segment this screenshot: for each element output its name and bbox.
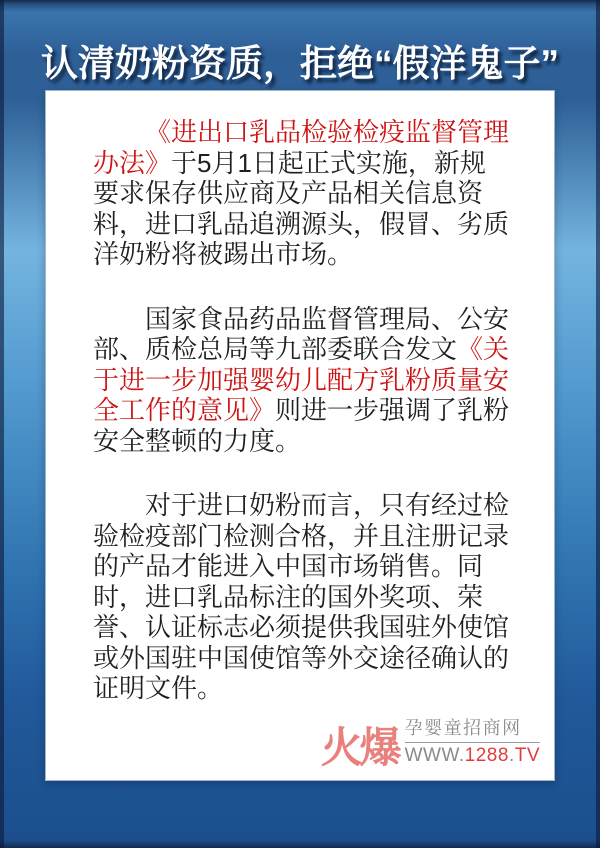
site-url-segment: WWW. <box>404 745 465 766</box>
site-url-segment: TV <box>514 745 540 766</box>
regulation-name-text: 《进出口乳品检验检疫监督管理办法》 <box>93 117 510 178</box>
regulation-name-text: 《关于进一步加强婴幼儿配方乳粉质量安全工作的意见》 <box>93 334 510 425</box>
article-paragraph <box>93 490 511 704</box>
site-url <box>405 745 540 767</box>
site-url-segment: 1288 <box>464 745 509 766</box>
site-url-segment: . <box>508 745 515 766</box>
body-text: 则进一步强调了乳粉安全整顿的力度。 <box>93 395 510 456</box>
right-edge-shade <box>596 0 600 848</box>
body-text: 对于进口奶粉而言，只有经过检验检疫部门检测合格，并且注册记录的产品才能进入中国市场销售。同时，进口乳品标注的国外奖项、荣誉、认证标志必须提供我国驻外使馆或外国驻中国使馆等外交途径确认的证明文件。 <box>93 490 510 703</box>
article <box>46 91 554 704</box>
logo-text-block <box>405 714 540 767</box>
left-edge-shade <box>0 0 4 848</box>
article-paragraph <box>93 304 511 457</box>
page-title: 认清奶粉资质，拒绝“假洋鬼子” <box>41 43 559 84</box>
brand-logo <box>320 714 540 771</box>
article-paragraph <box>93 117 511 270</box>
content-card <box>45 90 555 781</box>
site-tagline: 孕婴童招商网 <box>405 714 540 743</box>
body-text: 国家食品药品监督管理局、公安部、质检总局等九部委联合发文 <box>93 303 510 364</box>
body-text: 于5月1日起正式实施，新规要求保存供应商及产品相关信息资料，进口乳品追溯源头，假冒、劣质洋奶粉将被踢出市场。 <box>93 147 510 269</box>
huobao-logo-text: 火爆 <box>320 724 399 771</box>
